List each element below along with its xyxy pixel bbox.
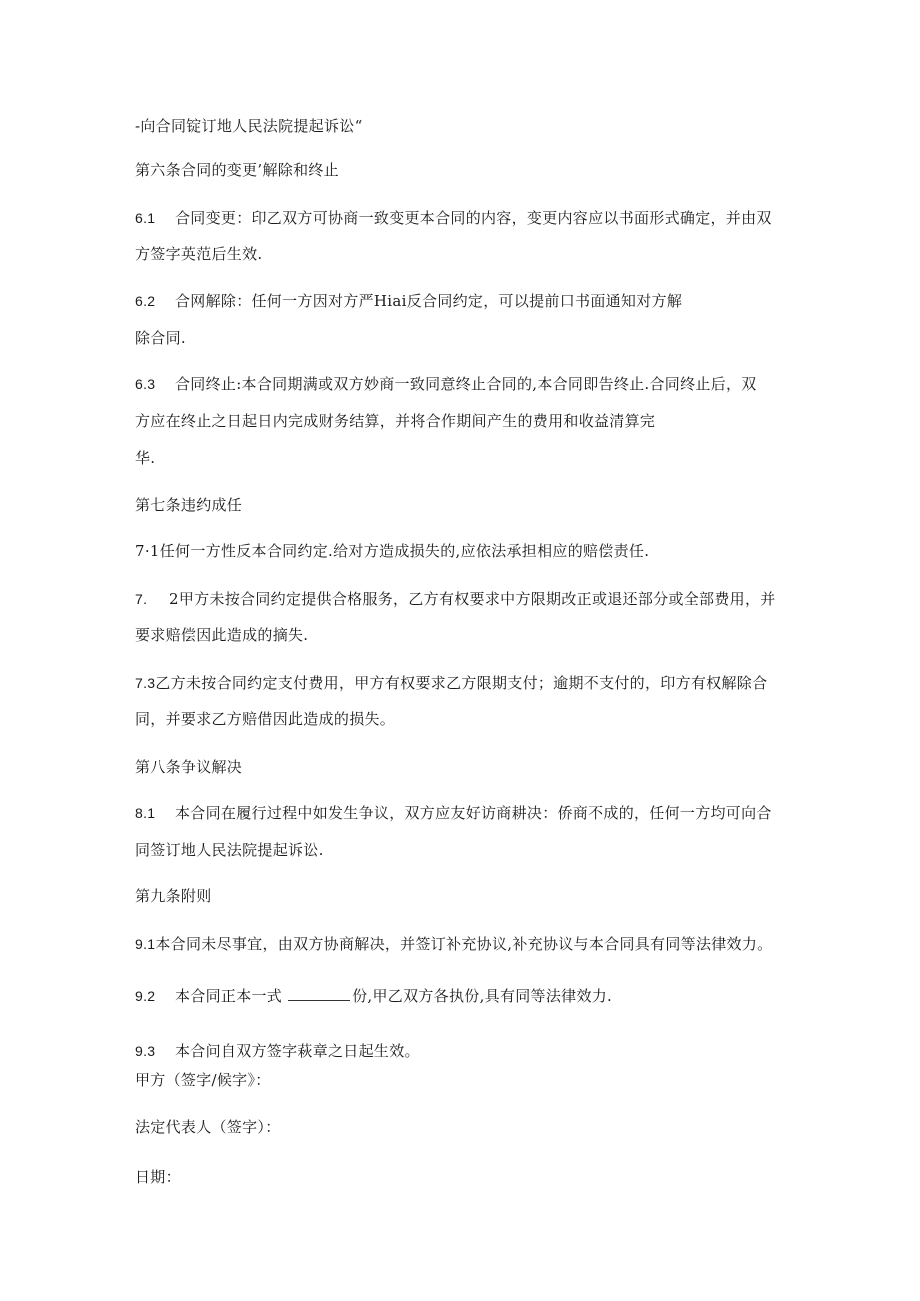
- clause-text: 2甲方未按合同约定提供合格服务，乙方有权要求中方限期改正或退还部分或全部费用，并: [169, 590, 776, 608]
- signature-party-a: [135, 1070, 271, 1090]
- clause-number: 9.1: [135, 936, 156, 952]
- clause-7-2-continued: [135, 625, 308, 645]
- clause-number: 6.2: [135, 293, 156, 309]
- clause-6-3-continued: [135, 448, 155, 468]
- clause-6-3: [135, 374, 757, 394]
- heading-text: 第九条附则: [135, 887, 212, 905]
- article-8-heading: [135, 757, 242, 777]
- clause-9-1: [135, 934, 772, 954]
- clause-text: 份,甲乙双方各执份,具有同等法律效力.: [352, 987, 613, 1005]
- clause-number: 7.: [135, 591, 148, 607]
- heading-text: 第七条违约成任: [135, 496, 243, 514]
- clause-6-2: [135, 291, 682, 311]
- clause-text: 华.: [135, 449, 156, 467]
- clause-6-1-continued: [135, 244, 262, 264]
- article-6-heading: [135, 160, 339, 180]
- legal-representative: [135, 1117, 281, 1137]
- line-text: -向合同锭订地人民法院提起诉讼“: [135, 117, 363, 135]
- clause-9-2: [135, 986, 612, 1006]
- clause-6-3-continued: [135, 411, 655, 431]
- article-9-heading: [135, 886, 212, 906]
- clause-7-3: [135, 673, 767, 693]
- clause-text: 方应在终止之日起日内完成财务结算，并将合作期间产生的费用和收益清算完: [135, 412, 656, 430]
- clause-text: 合网解除：任何一方因对方严Hiai反合同约定，可以提前口书面通知对方解: [175, 292, 683, 310]
- clause-text: 方签字英范后生效.: [135, 245, 263, 263]
- clause-number: 8.1: [135, 805, 156, 821]
- clause-7-2: [135, 589, 776, 609]
- clause-text: 要求赔偿因此造成的摘失.: [135, 626, 309, 644]
- clause-text: 本合同正本一式: [175, 987, 283, 1005]
- clause-text: 同签订地人民法院提起诉讼.: [135, 841, 324, 859]
- fill-in-blank: [288, 986, 350, 1001]
- clause-text: 合同终止:本合同期满或双方妙商一致同意终止合同的,本合同即告终止.合同终止后，双: [175, 375, 757, 393]
- clause-number: 6.1: [135, 210, 156, 226]
- clause-6-2-continued: [135, 328, 186, 348]
- clause-text: 本合问自双方签字萩章之日起生效。: [175, 1042, 420, 1060]
- clause-7-3-continued: [135, 709, 395, 729]
- clause-number: 7.3: [135, 675, 156, 691]
- clause-8-1: [135, 803, 772, 823]
- clause-text: 同，并要求乙方赔借因此造成的损失。: [135, 710, 396, 728]
- clause-number: 6.3: [135, 376, 156, 392]
- clause-number: 9.2: [135, 988, 156, 1004]
- signature-label: 法定代表人（签字）：: [135, 1118, 281, 1136]
- clause-number: 9.3: [135, 1043, 156, 1059]
- clause-text: 本合同未尽事宜，由双方协商解决，并签订补充协议,补充协议与本合同具有同等法律效力。: [155, 935, 773, 953]
- clause-text: 7·1任何一方性反本合同约定.给对方造成损失的,应依法承担相应的赔偿责任.: [135, 542, 650, 560]
- heading-text: 第八条争议解决: [135, 758, 243, 776]
- clause-text: 合同变更：印乙双方可协商一致变更本合同的内容，变更内容应以书面形式确定，并由双: [175, 209, 772, 227]
- heading-text: 第六条合同的变更’解除和终止: [135, 161, 339, 179]
- date-label: 日期：: [135, 1168, 181, 1186]
- clause-text: 乙方未按合同约定支付费用，甲方有权要求乙方限期支付；逾期不支付的，印方有权解除合: [155, 674, 768, 692]
- article-7-heading: [135, 495, 242, 515]
- text-line: [135, 116, 363, 136]
- signature-label: 甲方（签字/候字》：: [135, 1071, 271, 1089]
- signature-date: [135, 1167, 181, 1187]
- clause-9-3: [135, 1041, 420, 1061]
- clause-8-1-continued: [135, 840, 324, 860]
- clause-text: 本合同在履行过程中如发生争议，双方应友好访商耕决：侨商不成的，任何一方均可向合: [175, 804, 772, 822]
- clause-7-1: [135, 541, 649, 561]
- clause-text: 除合同.: [135, 329, 186, 347]
- clause-6-1: [135, 208, 772, 228]
